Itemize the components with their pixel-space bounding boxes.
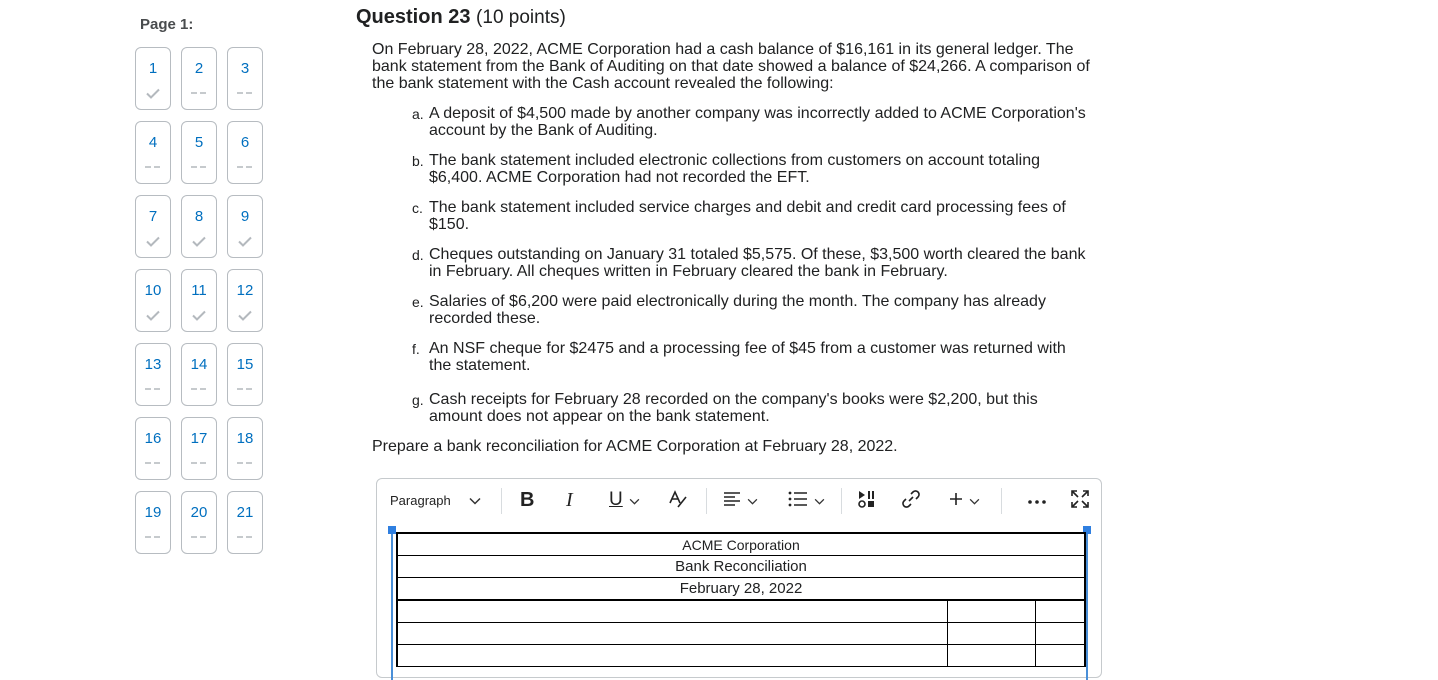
question-nav-number: 1 <box>148 60 158 77</box>
unanswered-dash-icon <box>191 85 207 101</box>
align-left-icon <box>723 491 741 510</box>
question-title <box>356 6 566 29</box>
question-nav-button[interactable] <box>181 47 217 110</box>
question-number: Question 23 <box>356 6 471 28</box>
table-cell[interactable] <box>397 600 948 623</box>
table-cell[interactable] <box>948 623 1036 645</box>
checkmark-icon <box>238 233 252 249</box>
checkmark-icon <box>192 233 206 249</box>
unanswered-dash-icon <box>191 529 207 545</box>
item-text: An NSF cheque for $2475 and a processing fee of $45 from a customer was returned with the statement. <box>429 340 1066 374</box>
item-letter: g. <box>412 392 424 408</box>
question-nav-number: 18 <box>236 430 254 447</box>
table-row <box>397 623 1085 645</box>
question-nav-number: 6 <box>240 134 250 151</box>
list-item <box>412 152 1102 186</box>
item-letter: f. <box>412 341 420 357</box>
item-letter: e. <box>412 294 424 310</box>
text-color-button[interactable] <box>667 479 689 521</box>
checkmark-icon <box>192 307 206 323</box>
question-nav-number: 13 <box>144 356 162 373</box>
fullscreen-button[interactable] <box>1070 479 1090 521</box>
item-text: Cheques outstanding on January 31 totaled $5,575. Of these, $3,500 worth cleared the bank in February. All cheques written in February cleared the bank in February. <box>429 246 1086 280</box>
checkmark-icon <box>146 233 160 249</box>
question-nav-button[interactable] <box>181 269 217 332</box>
toolbar-divider <box>501 488 502 514</box>
question-nav-button[interactable] <box>181 195 217 258</box>
italic-button[interactable] <box>566 479 573 521</box>
checkmark-icon <box>146 85 160 101</box>
insert-more-button[interactable] <box>949 479 980 521</box>
unanswered-dash-icon <box>191 159 207 175</box>
chevron-down-icon <box>969 493 980 508</box>
question-body <box>372 41 1102 471</box>
question-nav-button[interactable] <box>135 121 171 184</box>
table-cell[interactable] <box>1036 623 1086 645</box>
question-nav-number: 8 <box>194 208 204 225</box>
toolbar-divider <box>1001 488 1002 514</box>
more-options-button[interactable] <box>1027 479 1047 521</box>
table-row <box>397 578 1085 601</box>
question-nav-number: 14 <box>190 356 208 373</box>
unanswered-dash-icon <box>145 159 161 175</box>
question-nav-button[interactable] <box>227 195 263 258</box>
unanswered-dash-icon <box>237 159 253 175</box>
question-nav-button[interactable] <box>135 47 171 110</box>
question-items <box>372 105 1102 425</box>
chevron-down-icon <box>814 493 825 508</box>
question-nav-button[interactable] <box>227 343 263 406</box>
text-color-icon <box>667 489 689 512</box>
table-cell[interactable] <box>948 600 1036 623</box>
chevron-down-icon <box>629 493 640 508</box>
list-button[interactable] <box>788 479 825 521</box>
list-item <box>412 340 1102 374</box>
question-nav-button[interactable] <box>135 491 171 554</box>
question-points: (10 points) <box>476 7 566 28</box>
underline-icon: U <box>609 489 623 510</box>
table-cell[interactable] <box>1036 600 1086 623</box>
link-icon <box>901 489 921 512</box>
question-nav-button[interactable] <box>227 491 263 554</box>
question-nav-button[interactable] <box>227 47 263 110</box>
question-nav-button[interactable] <box>181 491 217 554</box>
table-row <box>397 533 1085 556</box>
question-nav-button[interactable] <box>181 343 217 406</box>
question-nav-number: 10 <box>144 282 162 299</box>
item-text: Cash receipts for February 28 recorded on the company's books were $2,200, but this amount does not appear on the bank statement. <box>429 391 1038 425</box>
item-letter: a. <box>412 106 424 122</box>
item-text: A deposit of $4,500 made by another company was incorrectly added to ACME Corporation's account by the Bank of Auditing. <box>429 105 1086 139</box>
question-nav-number: 11 <box>191 282 207 299</box>
item-letter: c. <box>412 200 423 216</box>
checkmark-icon <box>238 307 252 323</box>
format-select[interactable] <box>390 479 481 521</box>
ellipsis-icon <box>1027 493 1047 508</box>
unanswered-dash-icon <box>237 85 253 101</box>
chevron-down-icon <box>747 493 758 508</box>
item-letter: b. <box>412 153 424 169</box>
question-nav-button[interactable] <box>135 417 171 480</box>
bold-button[interactable] <box>520 479 534 521</box>
list-item <box>412 246 1102 280</box>
table-cell-date[interactable]: February 28, 2022 <box>397 578 1085 601</box>
list-item <box>412 391 1102 425</box>
table-cell[interactable] <box>397 623 948 645</box>
table-cell-title[interactable]: Bank Reconciliation <box>397 556 1085 578</box>
question-nav-number: 16 <box>144 430 162 447</box>
editor-toolbar <box>377 479 1101 521</box>
question-nav-number: 15 <box>236 356 254 373</box>
insert-media-button[interactable] <box>857 479 877 521</box>
question-nav-number: 17 <box>190 430 208 447</box>
table-row <box>397 645 1085 667</box>
question-nav-number: 4 <box>148 134 158 151</box>
underline-button[interactable] <box>609 479 640 521</box>
item-text: The bank statement included service charges and debit and credit card processing fees of $150. <box>429 199 1066 233</box>
chevron-down-icon <box>469 493 481 508</box>
question-nav-number: 3 <box>240 60 250 77</box>
question-nav-number: 7 <box>148 208 158 225</box>
unanswered-dash-icon <box>145 381 161 397</box>
checkmark-icon <box>146 307 160 323</box>
list-item <box>412 199 1102 233</box>
table-cell[interactable] <box>948 645 1036 667</box>
table-cell[interactable] <box>1036 645 1086 667</box>
table-row <box>397 556 1085 578</box>
item-text: Salaries of $6,200 were paid electronically during the month. The company has already recorded these. <box>429 293 1046 327</box>
question-nav-button[interactable] <box>135 195 171 258</box>
plus-icon <box>949 492 963 509</box>
question-intro: On February 28, 2022, ACME Corporation had a cash balance of $16,161 in its general ledger. The bank statement from the Bank of Auditing on that date showed a balance of $24,266. A comparison of the bank statement with the Cash account revealed the following: <box>372 41 1090 92</box>
page-label: Page 1: <box>140 16 194 33</box>
bold-icon: B <box>520 488 535 511</box>
table-cell[interactable] <box>397 645 948 667</box>
question-prompt: Prepare a bank reconciliation for ACME Corporation at February 28, 2022. <box>372 438 898 455</box>
question-nav-number: 19 <box>144 504 162 521</box>
italic-icon: I <box>566 488 573 511</box>
question-nav-row <box>135 195 275 258</box>
unanswered-dash-icon <box>145 529 161 545</box>
question-nav-number: 9 <box>240 208 250 225</box>
question-nav-button[interactable] <box>181 121 217 184</box>
unanswered-dash-icon <box>191 381 207 397</box>
question-nav-row <box>135 47 275 110</box>
table-row <box>397 600 1085 623</box>
rich-text-editor[interactable] <box>376 478 1102 678</box>
question-nav-row <box>135 491 275 554</box>
list-item <box>412 293 1102 327</box>
question-nav-row <box>135 269 275 332</box>
unanswered-dash-icon <box>191 455 207 471</box>
question-nav-number: 2 <box>194 60 204 77</box>
question-nav-row <box>135 343 275 406</box>
question-nav-button[interactable] <box>135 269 171 332</box>
question-nav-number: 12 <box>236 282 254 299</box>
table-selection-frame[interactable] <box>391 530 1088 680</box>
bulleted-list-icon <box>788 491 808 510</box>
question-nav-button[interactable] <box>135 343 171 406</box>
item-letter: d. <box>412 247 424 263</box>
question-navigator <box>135 47 275 565</box>
question-nav-button[interactable] <box>227 417 263 480</box>
list-item <box>412 105 1102 139</box>
unanswered-dash-icon <box>237 529 253 545</box>
question-nav-number: 21 <box>236 504 254 521</box>
format-select-label: Paragraph <box>390 492 451 508</box>
table-cell-company[interactable]: ACME Corporation <box>397 533 1085 556</box>
media-icon <box>857 490 877 511</box>
toolbar-divider <box>841 488 842 514</box>
question-nav-number: 20 <box>190 504 208 521</box>
resize-handle-top-left[interactable] <box>388 526 396 534</box>
insert-link-button[interactable] <box>901 479 921 521</box>
question-nav-button[interactable] <box>227 121 263 184</box>
toolbar-divider <box>706 488 707 514</box>
question-nav-row <box>135 417 275 480</box>
bank-reconciliation-table[interactable] <box>396 532 1086 667</box>
unanswered-dash-icon <box>237 381 253 397</box>
question-nav-button[interactable] <box>181 417 217 480</box>
unanswered-dash-icon <box>237 455 253 471</box>
expand-icon <box>1070 489 1090 512</box>
question-nav-button[interactable] <box>227 269 263 332</box>
unanswered-dash-icon <box>145 455 161 471</box>
question-nav-row <box>135 121 275 184</box>
item-text: The bank statement included electronic collections from customers on account totaling $6,400. ACME Corporation had not recorded the EFT. <box>429 152 1040 186</box>
question-nav-number: 5 <box>194 134 204 151</box>
align-button[interactable] <box>723 479 758 521</box>
